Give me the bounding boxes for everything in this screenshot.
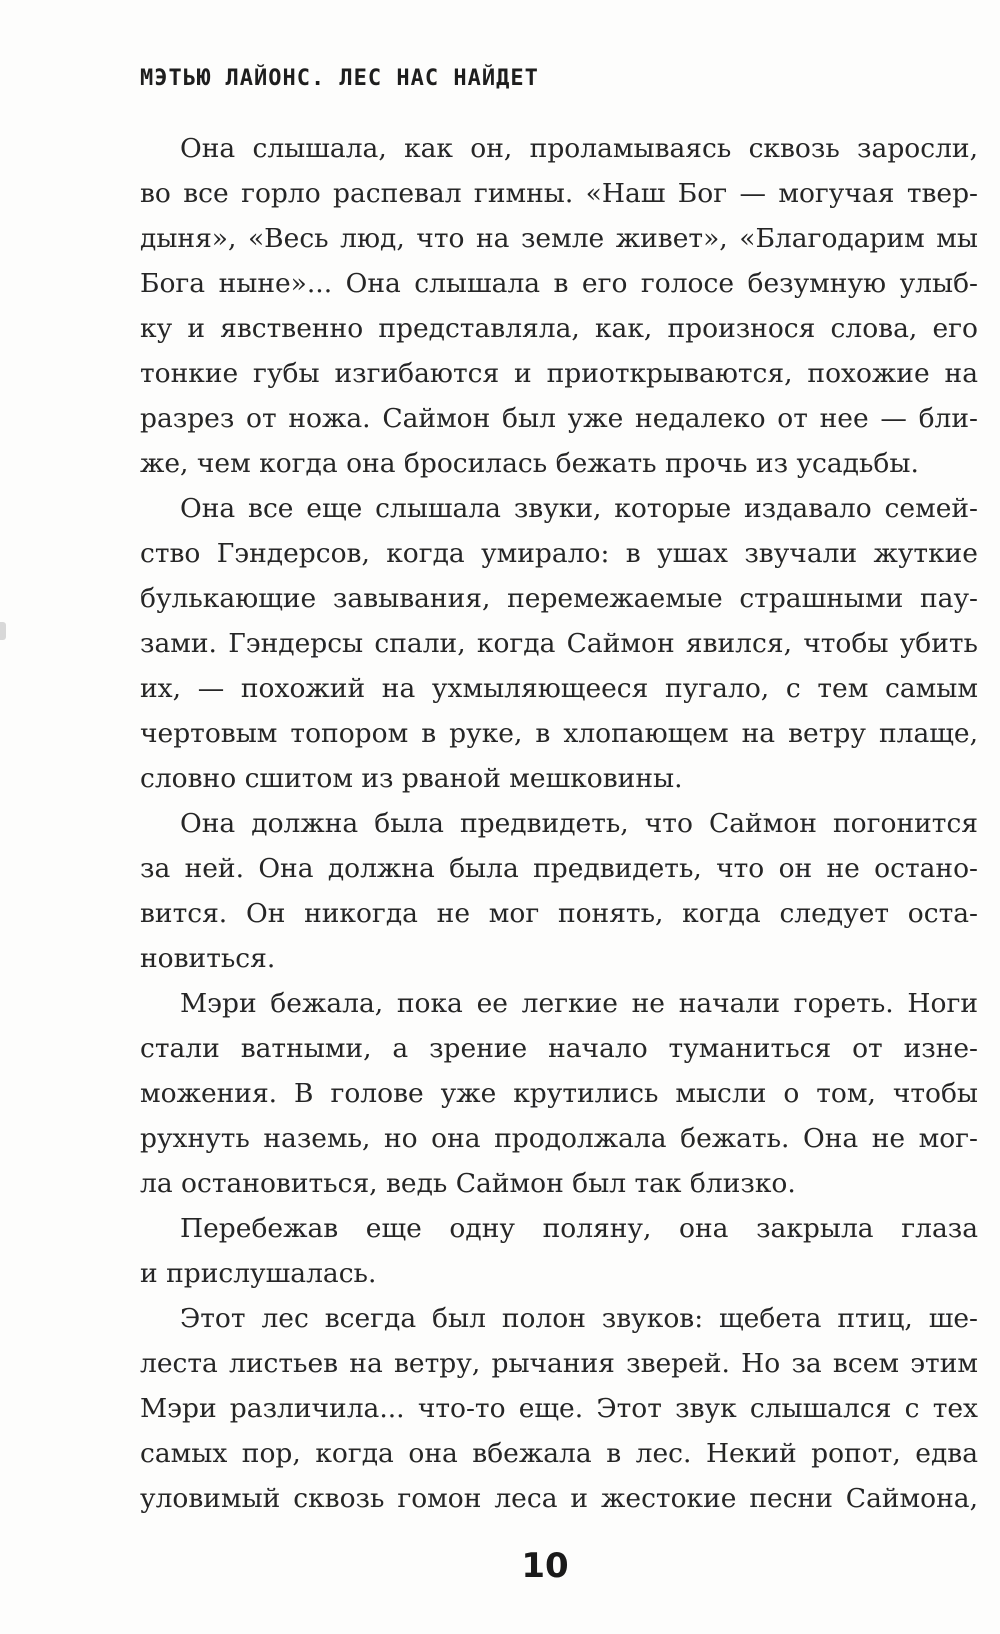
paragraph [140,126,978,486]
text-line: зами. Гэндерсы спали, когда Саймон явился, чтобы убить [140,628,978,659]
text-line: Этот лес всегда был полон звуков: щебета птиц, ше- [180,1303,978,1334]
text-line: рухнуть наземь, но она продолжала бежать. Она не мог- [140,1123,978,1154]
text-line: Перебежав еще одну поляну, она закрыла глаза [180,1213,978,1244]
paragraph [140,801,978,981]
text-line: можения. В голове уже крутились мысли о том, чтобы [140,1078,978,1109]
text-line: леста листьев на ветру, рычания зверей. Но за всем этим [140,1348,978,1379]
text-line: ку и явственно представляла, как, произнося слова, его [140,313,978,344]
text-line: Мэри бежала, пока ее легкие не начали гореть. Ноги [180,988,978,1019]
text-line: разрез от ножа. Саймон был уже недалеко от нее — бли- [140,403,978,434]
text-line: Мэри различила... что-то еще. Этот звук слышался с тех [140,1393,978,1424]
text-line: Бога ныне»... Она слышала в его голосе безумную улыб- [140,268,978,299]
paragraph [140,486,978,801]
text-line: Она должна была предвидеть, что Саймон погонится [180,808,978,839]
text-line: ство Гэндерсов, когда умирало: в ушах звучали жуткие [140,538,978,569]
text-line: за ней. Она должна была предвидеть, что он не остано- [140,853,978,884]
paragraph [140,981,978,1206]
running-head: МЭТЬЮ ЛАЙОНС. ЛЕС НАС НАЙДЕТ [140,66,539,91]
text-line: Она все еще слышала звуки, которые издавало семей- [180,493,978,524]
text-line: Она слышала, как он, проламываясь сквозь заросли, [180,133,978,164]
text-line: дыня», «Весь люд, что на земле живет», «Благодарим мы [140,223,978,254]
text-line: их, — похожий на ухмыляющееся пугало, с тем самым [140,673,978,704]
text-line: словно сшитом из рваной мешковины. [140,763,683,794]
text-line: во все горло распевал гимны. «Наш Бог — могучая твер- [140,178,978,209]
text-line: самых пор, когда она вбежала в лес. Некий ропот, едва [140,1438,978,1469]
page-edge-mark [0,622,6,640]
paragraph [140,1206,978,1296]
text-line: тонкие губы изгибаются и приоткрываются, похожие на [140,358,978,389]
body-text [140,126,978,1521]
text-line: чертовым топором в руке, в хлопающем на ветру плаще, [140,718,978,749]
text-line: новиться. [140,943,276,974]
text-line: булькающие завывания, перемежаемые страшными пау- [140,583,978,614]
page-number: 10 [521,1546,569,1586]
text-line: ла остановиться, ведь Саймон был так близко. [140,1168,796,1199]
text-line: и прислушалась. [140,1258,377,1289]
text-line: стали ватными, а зрение начало туманиться от изне- [140,1033,978,1064]
text-line: вится. Он никогда не мог понять, когда следует оста- [140,898,978,929]
paragraph [140,1296,978,1521]
text-line: же, чем когда она бросилась бежать прочь из усадьбы. [140,448,919,479]
text-line: уловимый сквозь гомон леса и жестокие песни Саймона, [140,1483,978,1514]
